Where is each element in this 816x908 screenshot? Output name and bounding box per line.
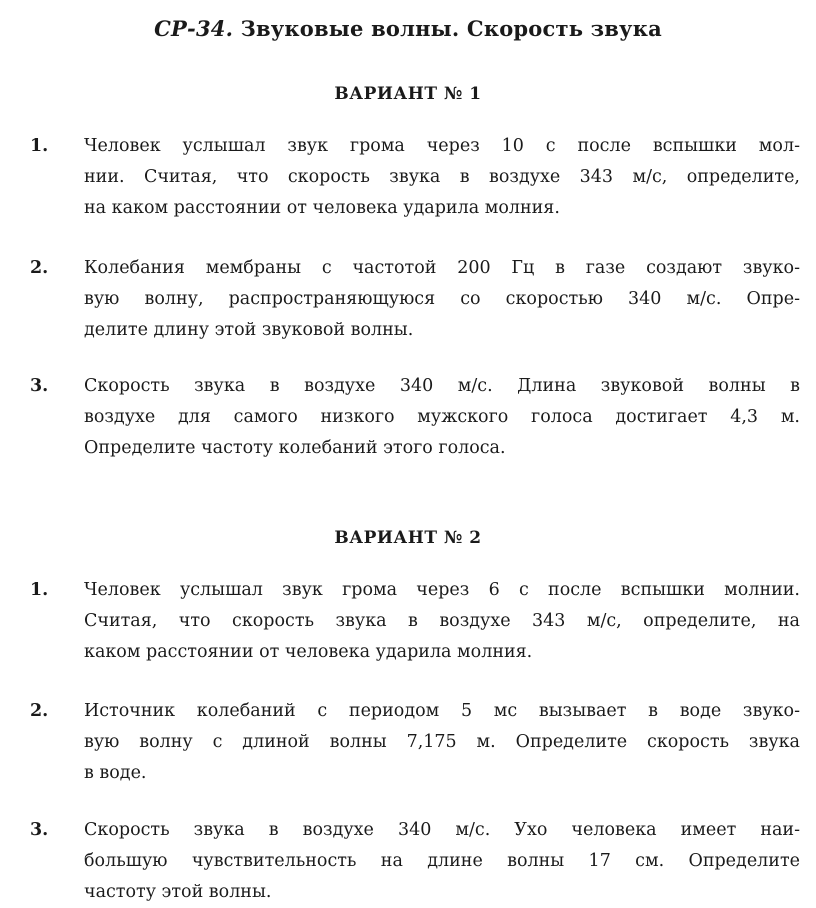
task-line: Человек услышал звук грома через 10 с после вспышки мол- (84, 136, 800, 156)
variant-1-task-3 (30, 371, 800, 464)
task-number: 1. (30, 136, 49, 156)
variant-2-task-1 (30, 575, 800, 668)
task-line: нии. Считая, что скорость звука в воздухе 343 м/с, определите, (84, 167, 800, 187)
task-line: Считая, что скорость звука в воздухе 343 м/с, определите, на (84, 611, 800, 631)
task-line: на каком расстоянии от человека ударила молния. (84, 198, 560, 218)
page-title (0, 16, 816, 41)
task-line: частоту этой волны. (84, 882, 272, 902)
task-line: Источник колебаний с периодом 5 мс вызывает в воде звуко- (84, 701, 800, 721)
task-line: воздухе для самого низкого мужского голоса достигает 4,3 м. (84, 407, 800, 427)
variant-1-task-1 (30, 131, 800, 224)
task-line: делите длину этой звуковой волны. (84, 320, 414, 340)
task-number: 3. (30, 376, 49, 396)
variant-2-heading: ВАРИАНТ № 2 (334, 528, 482, 548)
task-line: каком расстоянии от человека ударила молния. (84, 642, 533, 662)
task-line: в воде. (84, 763, 147, 783)
task-number: 2. (30, 701, 49, 721)
task-number: 3. (30, 820, 49, 840)
task-line: Скорость звука в воздухе 340 м/с. Ухо человека имеет наи- (84, 820, 800, 840)
variant-1-heading: ВАРИАНТ № 1 (334, 84, 482, 104)
task-line: вую волну с длиной волны 7,175 м. Определите скорость звука (84, 732, 800, 752)
variant-2-task-3 (30, 815, 800, 908)
task-line: Скорость звука в воздухе 340 м/с. Длина звуковой волны в (84, 376, 800, 396)
task-line: Колебания мембраны с частотой 200 Гц в газе создают звуко- (84, 258, 800, 278)
worksheet-title: Звуковые волны. Скорость звука (240, 16, 662, 41)
variant-2-task-2 (30, 696, 800, 789)
task-number: 2. (30, 258, 49, 278)
variant-1-task-2 (30, 253, 800, 346)
worksheet-code: СР-34. (154, 16, 234, 41)
task-line: вую волну, распространяющуюся со скоростью 340 м/с. Опре- (84, 289, 800, 309)
task-number: 1. (30, 580, 49, 600)
task-line: Человек услышал звук грома через 6 с после вспышки молнии. (84, 580, 800, 600)
task-line: большую чувствительность на длине волны 17 см. Определите (84, 851, 800, 871)
task-line: Определите частоту колебаний этого голоса. (84, 438, 506, 458)
